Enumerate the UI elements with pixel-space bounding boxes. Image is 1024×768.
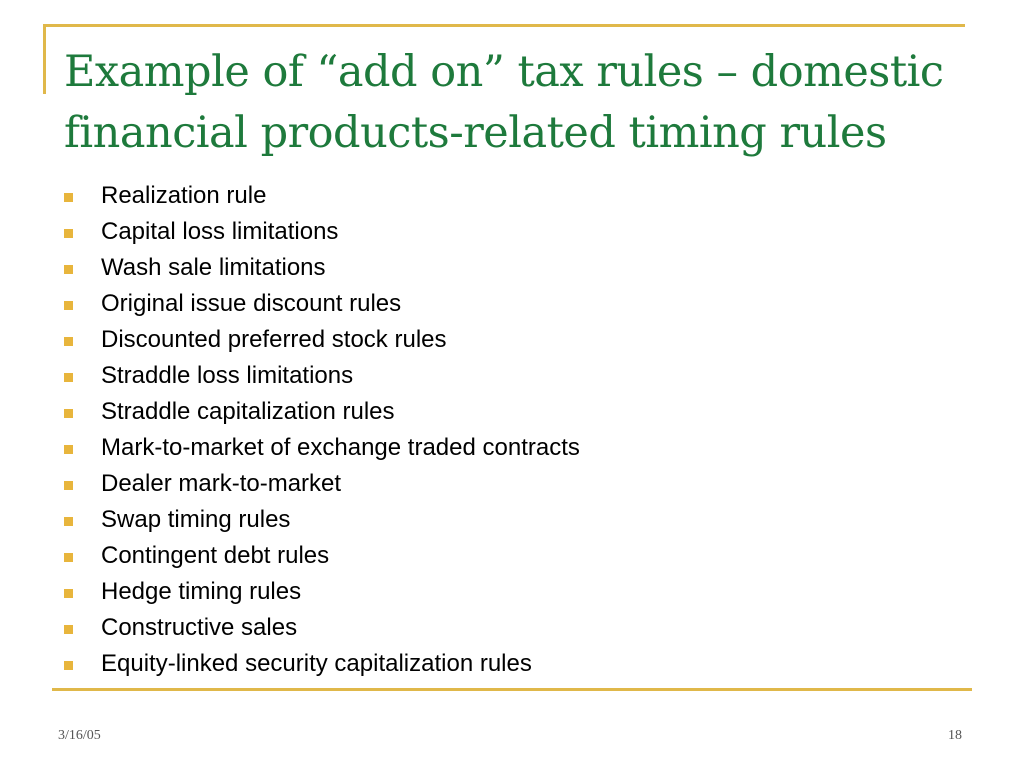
bullet-text: Mark-to-market of exchange traded contracts: [101, 434, 580, 461]
bottom-frame-rule: [52, 688, 972, 691]
square-bullet-icon: [64, 661, 73, 670]
bullet-text: Capital loss limitations: [101, 218, 339, 245]
left-frame-rule: [43, 24, 46, 94]
bullet-item: [60, 178, 580, 214]
square-bullet-icon: [64, 193, 73, 202]
slide-title: [64, 42, 984, 164]
title-line-1: Example of “add on” tax rules – domestic: [64, 47, 944, 97]
square-bullet-icon: [64, 517, 73, 526]
bullet-item: [60, 214, 580, 250]
bullet-item: [60, 502, 580, 538]
square-bullet-icon: [64, 589, 73, 598]
bullet-text: Hedge timing rules: [101, 578, 302, 605]
bullet-list: [60, 178, 580, 682]
bullet-item: [60, 646, 580, 682]
bullet-item: [60, 286, 580, 322]
bullet-text: Realization rule: [101, 182, 267, 209]
square-bullet-icon: [64, 553, 73, 562]
square-bullet-icon: [64, 265, 73, 274]
bullet-text: Contingent debt rules: [101, 542, 330, 569]
bullet-text: Discounted preferred stock rules: [101, 326, 447, 353]
bullet-item: [60, 538, 580, 574]
square-bullet-icon: [64, 337, 73, 346]
bullet-text: Dealer mark-to-market: [101, 470, 342, 497]
square-bullet-icon: [64, 409, 73, 418]
footer-date: 3/16/05: [58, 728, 101, 743]
square-bullet-icon: [64, 625, 73, 634]
bullet-item: [60, 322, 580, 358]
bullet-text: Straddle capitalization rules: [101, 398, 395, 425]
square-bullet-icon: [64, 481, 73, 490]
bullet-item: [60, 358, 580, 394]
top-frame-rule: [43, 24, 965, 27]
bullet-item: [60, 430, 580, 466]
bullet-item: [60, 466, 580, 502]
bullet-text: Original issue discount rules: [101, 290, 402, 317]
bullet-item: [60, 610, 580, 646]
bullet-item: [60, 574, 580, 610]
bullet-item: [60, 250, 580, 286]
bullet-text: Wash sale limitations: [101, 254, 326, 281]
square-bullet-icon: [64, 301, 73, 310]
bullet-text: Equity-linked security capitalization rules: [101, 650, 532, 677]
bullet-item: [60, 394, 580, 430]
square-bullet-icon: [64, 445, 73, 454]
bullet-text: Swap timing rules: [101, 506, 291, 533]
bullet-text: Straddle loss limitations: [101, 362, 354, 389]
title-line-2: financial products-related timing rules: [64, 108, 887, 158]
square-bullet-icon: [64, 373, 73, 382]
square-bullet-icon: [64, 229, 73, 238]
page-number: 18: [948, 728, 962, 743]
bullet-text: Constructive sales: [101, 614, 298, 641]
